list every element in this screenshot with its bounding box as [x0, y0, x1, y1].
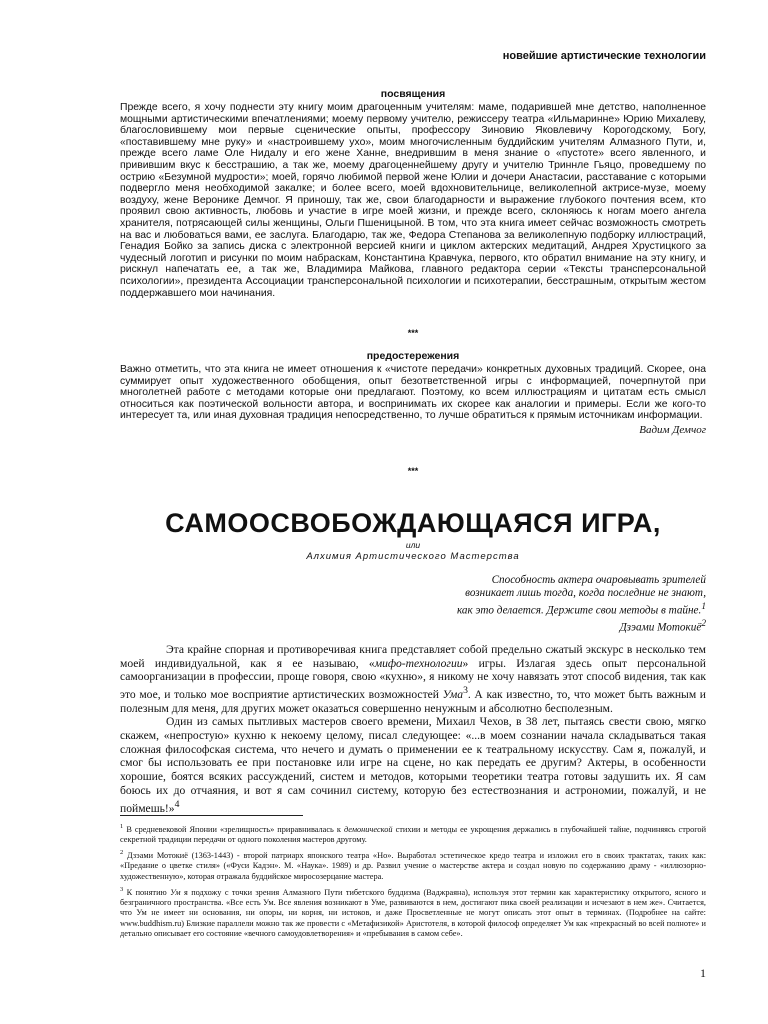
epigraph-line: возникает лишь тогда, когда последние не знают,: [465, 587, 706, 600]
signature: Вадим Демчог: [639, 423, 706, 436]
emphasis: мифо-технологии: [374, 656, 463, 670]
warning-text: Важно отметить, что эта книга не имеет отношения к «чистоте передачи» конкретных духовных традиций. Скорее, она суммирует опыт художественного обобщения, опыт безответственной игры с информацией, почерпнутой при многолетней работе с методами которые они предлагают. Поэтому, ко всем иллюстрациям и цитатам есть смысл относиться как поэтической вольности автора, и воспринимать их скорее как аналогии и примеры. Если же кого-то интересует та, или иная духовная традиция непосредственно, то лучше обратиться к прямым источникам информации.: [120, 364, 706, 422]
footnote: [120, 822, 706, 845]
footnote-ref[interactable]: 4: [174, 798, 180, 810]
book-subtitle: Алхимия Артистического Мастерства: [306, 551, 520, 562]
title-or: или: [405, 540, 421, 550]
warning-title: предостережения: [366, 350, 460, 362]
footnote-ref[interactable]: 1: [701, 601, 706, 612]
footnotes: [120, 822, 706, 942]
footnote-text: Дзэами Мотокиё (1363-1443) - второй патриарх японского театра «Но». Выработал эстетическое кредо театра и изложил его в своих трактатах, таких как: «Предание о цветке стиля» («Фуси Кадэн». М. «Наука». 1989) и др. Развил учение о мастерстве актера и создал новую по содержанию драму - «иллюзорно-художественную», которая отражала буддийское миросозерцание мастера.: [120, 851, 707, 881]
footnote: [120, 848, 706, 882]
dedication-text: Прежде всего, я хочу поднести эту книгу моим драгоценным учителям: маме, подарившей мне детство, наполненное мощными артистическими впечатлениями; моему первому учителю, режиссеру театра «Ильмаринне» Юрию Михалеву, благословившему мои первые сценические опыты, профессору Зиновию Яковлевичу Корогодскому, Богу, «поставившему мне руку» и «настроившему ухо», моим многочисленным буддийским учителям Алмазного Пути, и, прежде всего ламе Оле Нидалу и его жене Ханне, внедрившим в меня знание о «пустоте» всего явленного, и привившим вкус к бесстрашию, а так же, моему драгоценнейшему другу и учителю Триннле Гьяцо, проведшему по острию «Безумной мудрости»; моей, горячо любимой первой жене Юлии и дочери Анастасии, расставание с которыми подвергло меня необходимой закалке; и более всего, моей вдохновительнице, великолепной актрисе-музе, моему воздуху, жене Веронике Демчог. Я приношу, так же, свои благодарности и выражение глубокого почтения всем, кто проявил свою активность, любовь и участие в игре моей жизни, и прежде всего, склоняюсь к ногам моего ангела хранителя, потрясающей силы женщины, Ольги Пшеницыной. В том, что эта книга имеет сейчас возможность смотреть на вас и любоваться вами, ее заслуга. Благодарю, так же, Федора Степанова за великолепную подборку иллюстраций, Генадия Бойко за запись диска с электронной версией книги и циклом актерских медитаций, Андрея Хрустицкого за чудесный логотип и рисунки по моим набраскам, Константина Кравчука, первого, кто обратил внимание на эту книгу, и рискнул напечатать ее, а так же, Владимира Майкова, главного редактора серии «Тексты трансперсональной психологии», президента Ассоциации трансперсональной психологии и психотерапии, бесстрашным, открытым жестом поддержавшего мои начинания.: [120, 102, 706, 299]
epigraph-author: [120, 618, 706, 635]
epigraph-line: [120, 601, 706, 618]
footnote-divider: [120, 815, 303, 816]
footnote-ref[interactable]: 3: [463, 685, 468, 697]
footnote-number: 1: [120, 823, 124, 830]
main-text: [120, 643, 706, 815]
epigraph: [120, 574, 706, 635]
footnote-text: стихии и методы ее укрощения держались в глубочайшей тайне, подчиняясь строгой секретной традиции передачи от одного поколения мастеров другому.: [120, 824, 707, 845]
emphasis: Ум: [170, 887, 181, 897]
emphasis: демонической: [343, 824, 393, 834]
epigraph-line: Способность актера очаровывать зрителей: [491, 574, 706, 586]
separator-2: ***: [407, 466, 419, 476]
warning-section: [120, 350, 706, 436]
epigraph-line-text: как это делается. Держите свои методы в тайне.: [456, 604, 702, 617]
footnote-text: К понятию: [126, 887, 171, 897]
running-head: новейшие артистические технологии: [502, 50, 706, 62]
paragraph-text: Эта крайне спорная и противоречивая книга представляет собой предельно сжатый экскурс в несколько тем моей индивидуальной, как я ее называю, «: [120, 643, 706, 670]
page-number: 1: [700, 966, 706, 980]
paragraph-text: » игры. Излагая здесь опыт персональной самоорганизации в профессии, проще говоря, свою «кухню», я никому не хочу навязать этот способ видения, так как это мое, и только мое восприятие артистических возможностей: [120, 656, 706, 701]
footnote-ref[interactable]: 2: [701, 618, 706, 629]
paragraph-text: . А как известно, то, что может быть важным и полезным для меня, для других может оказаться совершенно ненужным и абсолютно бесполезным.: [120, 687, 706, 715]
paragraph: [120, 643, 706, 715]
dedication-section: [120, 88, 706, 299]
epigraph-author-name: Дзэами Мотокиё: [619, 621, 702, 634]
footnote: [120, 885, 706, 939]
paragraph-text: Один из самых пытливых мастеров своего времени, Михаил Чехов, в 38 лет, пытаясь свести свою, мягко скажем, «непростую» кухню к некоему целому, писал следующее: «...в моем сознании начала складываться такая сложная философская система, что нечего и думать о применении ее к театральному искусству. Сам я, пожалуй, и смог бы использовать ее при постановке или игре на сцене, но как передать ее другим? Актеры, в особенности хорошие, боятся всяких рассуждений, систем и методов, которыми теоретики театра готовы задушить их. Я сам боюсь их до отчаяния, и вот я сам сочинил систему, которую без естествознания и астрономии, пожалуй, и не поймешь!»: [120, 715, 706, 815]
footnote-text: я подхожу с точки зрения Алмазного Пути тибетского буддизма (Ваджраяна), используя этот термин как характеристику открытого, ясного и безграничного пространства. «Все есть Ум. Все явления возникают в Уме, развиваются в нем, достигают пика своей реализации и исчезают в нем же». Считается, что Ум не имеет ни основания, ни опоры, ни корня, ни истоков, и даже Просветленные не могут описать этот опыт в терминах. (Подробнее на сайте: www.buddhism.ru) Близкие параллели можно так же провести с «Метафизикой» Аристотеля, в которой философ определяет Ум как «прекрасный во всей полноте» и детально описывает его состояние «вечного самоудовлетворения» и «пребывания в самом себе».: [120, 887, 706, 938]
book-title: САМООСВОБОЖДАЮЩАЯСЯ ИГРА,: [165, 508, 661, 538]
dedication-title: посвящения: [380, 88, 446, 100]
footnote-number: 3: [120, 886, 124, 894]
document-page: [120, 0, 706, 1024]
paragraph: [120, 715, 706, 815]
footnote-number: 2: [120, 849, 124, 857]
emphasis: Ума: [442, 687, 464, 701]
footnote-text: В средневековой Японии «зрелищность» приравнивалась к: [126, 824, 344, 834]
separator-1: ***: [407, 328, 419, 338]
